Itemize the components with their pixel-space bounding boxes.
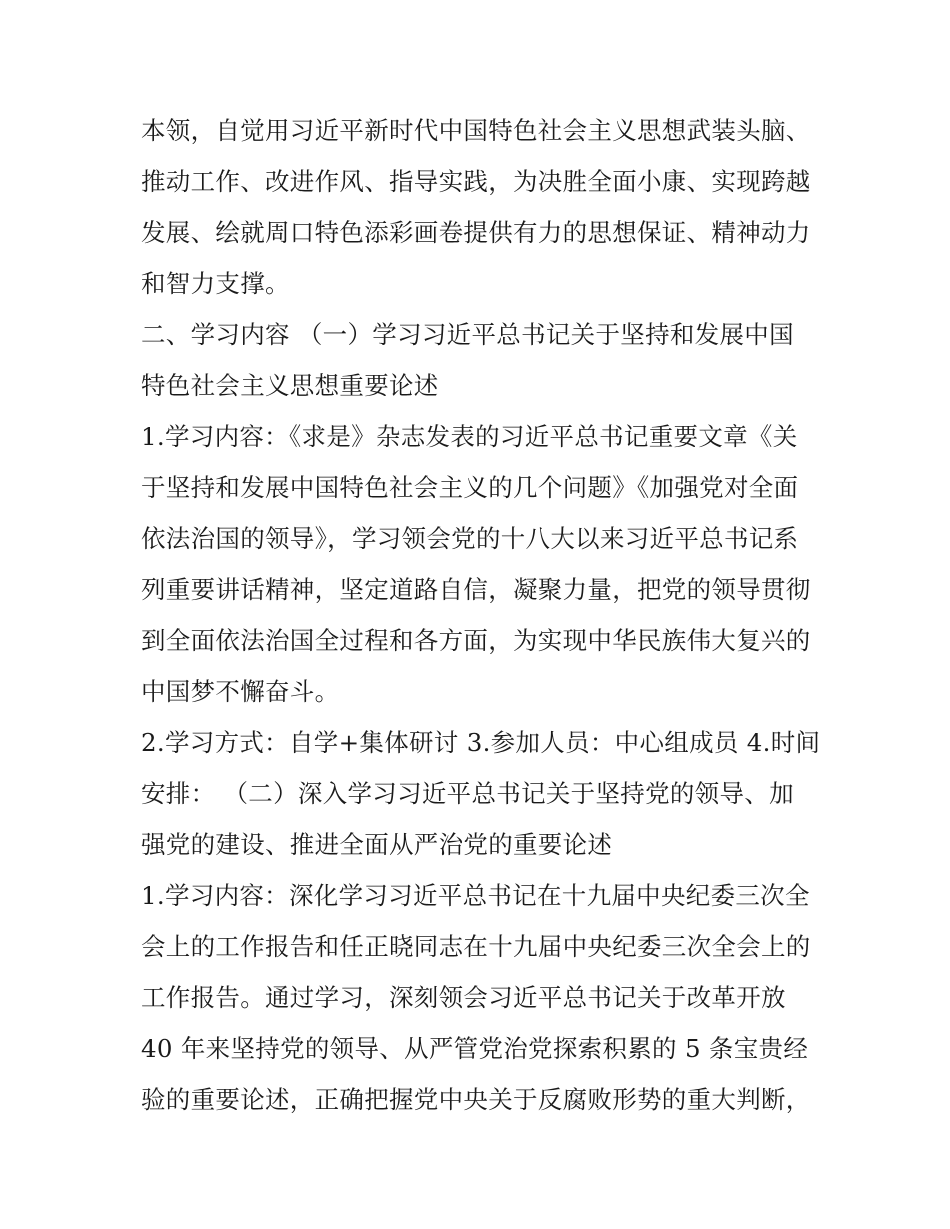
text-line: 于坚持和发展中国特色社会主义的几个问题》《加强党对全面 <box>141 473 799 502</box>
text-line: 40 年来坚持党的领导、从严管党治党探索积累的 5 条宝贵经 <box>141 1034 809 1063</box>
text-line: 依法治国的领导》，学习领会党的十八大以来习近平总书记系 <box>141 524 799 553</box>
text-line: 本领，自觉用习近平新时代中国特色社会主义思想武装头脑、 <box>141 116 811 145</box>
text-line: 强党的建设、推进全面从严治党的重要论述 <box>141 830 613 859</box>
section-heading-line: 特色社会主义思想重要论述 <box>141 371 439 400</box>
text-line: 工作报告。通过学习，深刻领会习近平总书记关于改革开放 <box>141 983 786 1012</box>
text-line: 会上的工作报告和任正晓同志在十九届中央纪委三次全会上的 <box>141 932 811 961</box>
text-line: 1.学习内容：《求是》杂志发表的习近平总书记重要文章《关 <box>141 422 798 451</box>
document-body <box>141 105 821 1125</box>
section-heading-line: 二、学习内容 （一）学习习近平总书记关于坚持和发展中国 <box>141 320 794 349</box>
text-line: 中国梦不懈奋斗。 <box>141 677 340 706</box>
text-line: 2.学习方式：自学+集体研讨 3.参加人员：中心组成员 4.时间 <box>141 728 821 757</box>
text-line: 验的重要论述，正确把握党中央关于反腐败形势的重大判断， <box>141 1085 811 1114</box>
text-line: 到全面依法治国全过程和各方面，为实现中华民族伟大复兴的 <box>141 626 811 655</box>
text-line: 和智力支撑。 <box>141 269 290 298</box>
text-line: 列重要讲话精神，坚定道路自信，凝聚力量，把党的领导贯彻 <box>141 575 811 604</box>
text-line: 推动工作、改进作风、指导实践，为决胜全面小康、实现跨越 <box>141 167 811 196</box>
text-line: 安排： （二）深入学习习近平总书记关于坚持党的领导、加 <box>141 779 794 808</box>
text-line: 发展、绘就周口特色添彩画卷提供有力的思想保证、精神动力 <box>141 218 811 247</box>
text-line: 1.学习内容：深化学习习近平总书记在十九届中央纪委三次全 <box>141 881 810 910</box>
